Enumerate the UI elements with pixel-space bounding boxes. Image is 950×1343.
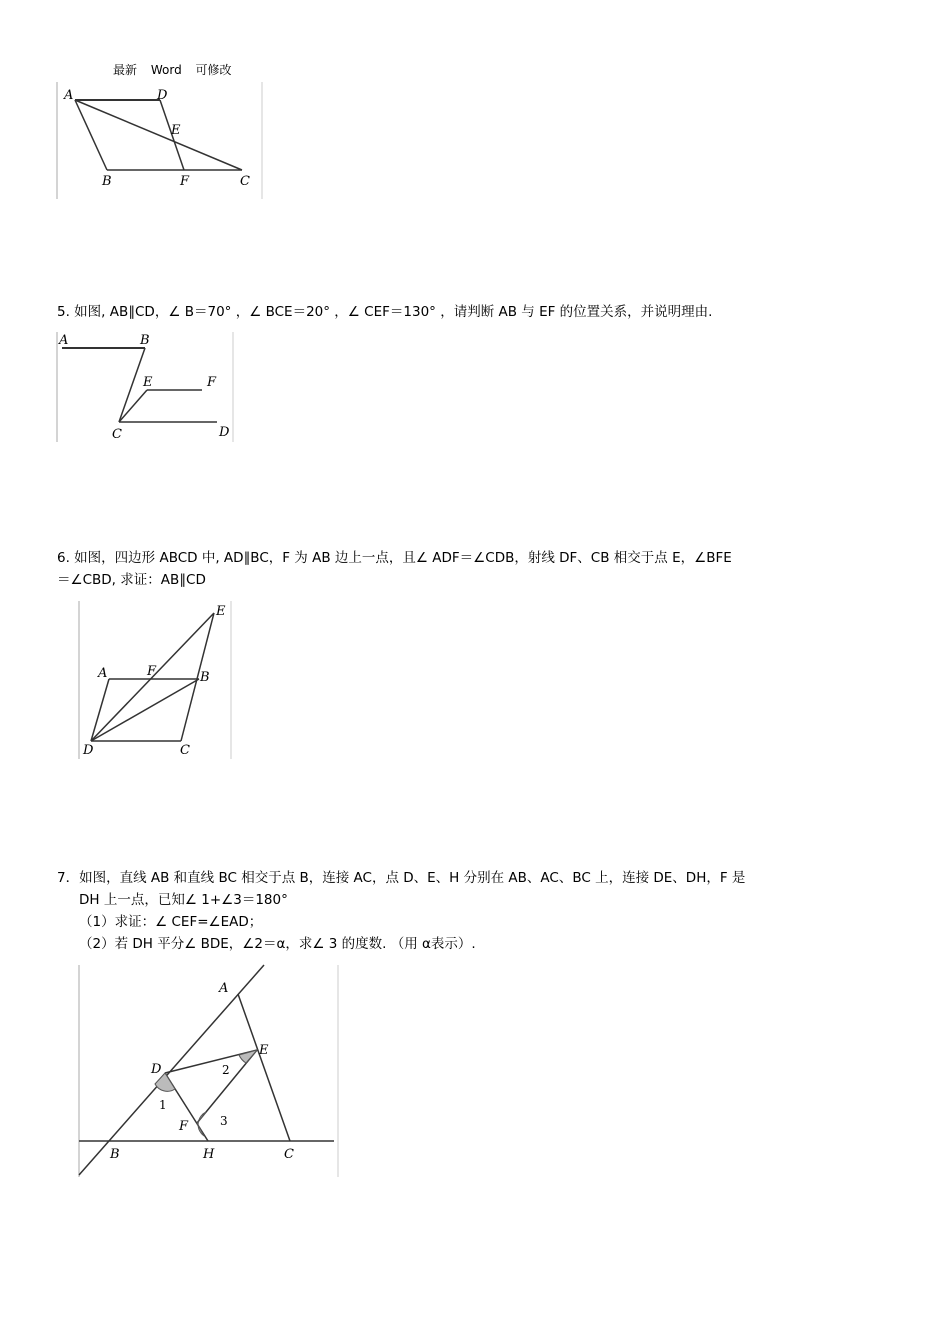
label-E: E bbox=[259, 1043, 269, 1058]
question-7-line-2: DH 上一点，已知∠ 1+∠3＝180° bbox=[79, 892, 288, 908]
segment-AB bbox=[75, 100, 107, 170]
label-D: D bbox=[219, 425, 230, 440]
question-7-part-2: （2）若 DH 平分∠ BDE，∠2＝α，求∠ 3 的度数. （用 α表示）. bbox=[79, 936, 476, 952]
header-editable: 可修改 bbox=[195, 63, 232, 77]
label-E: E bbox=[216, 604, 226, 619]
figure-q6 bbox=[79, 601, 239, 761]
figure-q4 bbox=[57, 82, 267, 202]
label-D: D bbox=[83, 743, 94, 758]
question-7-part-1: （1）求证：∠ CEF=∠EAD； bbox=[79, 914, 263, 930]
segment-AC bbox=[75, 100, 242, 170]
label-A: A bbox=[64, 88, 74, 103]
label-C: C bbox=[240, 174, 250, 189]
figure-q4-svg bbox=[57, 82, 267, 202]
label-B: B bbox=[110, 1147, 120, 1162]
angle-label-3: 3 bbox=[220, 1114, 228, 1128]
question-5 bbox=[57, 301, 887, 323]
segment-BC bbox=[119, 348, 145, 422]
label-B: B bbox=[102, 174, 112, 189]
figure-q5-svg bbox=[57, 332, 237, 444]
label-E: E bbox=[171, 123, 181, 138]
label-A: A bbox=[98, 666, 108, 681]
question-6 bbox=[57, 547, 887, 591]
label-C: C bbox=[112, 427, 122, 442]
question-6-line-1: 6. 如图，四边形 ABCD 中, AD∥BC，F 为 AB 边上一点，且∠ ADF＝∠CDB，射线 DF、CB 相交于点 E，∠BFE bbox=[57, 550, 732, 566]
label-F: F bbox=[207, 375, 217, 390]
question-5-text: 5. 如图, AB∥CD，∠ B＝70° ，∠ BCE＝20° ，∠ CEF＝130° ，请判断 AB 与 EF 的位置关系，并说明理由. bbox=[57, 304, 713, 320]
label-F: F bbox=[179, 1119, 189, 1134]
line-AB bbox=[79, 965, 264, 1175]
angle-3-mark bbox=[197, 1112, 206, 1136]
label-A: A bbox=[219, 981, 229, 996]
label-E: E bbox=[143, 375, 153, 390]
angle-label-1: 1 bbox=[159, 1098, 167, 1112]
label-B: B bbox=[200, 670, 210, 685]
angle-label-2: 2 bbox=[222, 1063, 230, 1077]
label-D: D bbox=[157, 88, 168, 103]
label-F: F bbox=[180, 174, 190, 189]
question-6-line-2: ＝∠CBD, 求证：AB∥CD bbox=[57, 572, 206, 588]
question-7-line-1: 7．如图，直线 AB 和直线 BC 相交于点 B，连接 AC，点 D、E、H 分别在 AB、AC、BC 上，连接 DE、DH，F 是 bbox=[57, 870, 746, 886]
label-F: F bbox=[147, 664, 157, 679]
label-D: D bbox=[151, 1062, 162, 1077]
figure-q6-svg bbox=[79, 601, 239, 761]
segment-CE bbox=[119, 390, 147, 422]
segment-AC bbox=[238, 994, 290, 1141]
label-B: B bbox=[140, 333, 150, 348]
header-latest: 最新 bbox=[113, 63, 138, 77]
figure-q7-svg bbox=[79, 965, 344, 1180]
figure-q5 bbox=[57, 332, 237, 444]
label-C: C bbox=[284, 1147, 294, 1162]
label-A: A bbox=[59, 333, 69, 348]
label-C: C bbox=[180, 743, 190, 758]
header-word: Word bbox=[150, 63, 182, 77]
label-H: H bbox=[203, 1147, 215, 1162]
page-header bbox=[113, 61, 242, 78]
question-7 bbox=[57, 867, 887, 955]
figure-q7 bbox=[79, 965, 344, 1180]
